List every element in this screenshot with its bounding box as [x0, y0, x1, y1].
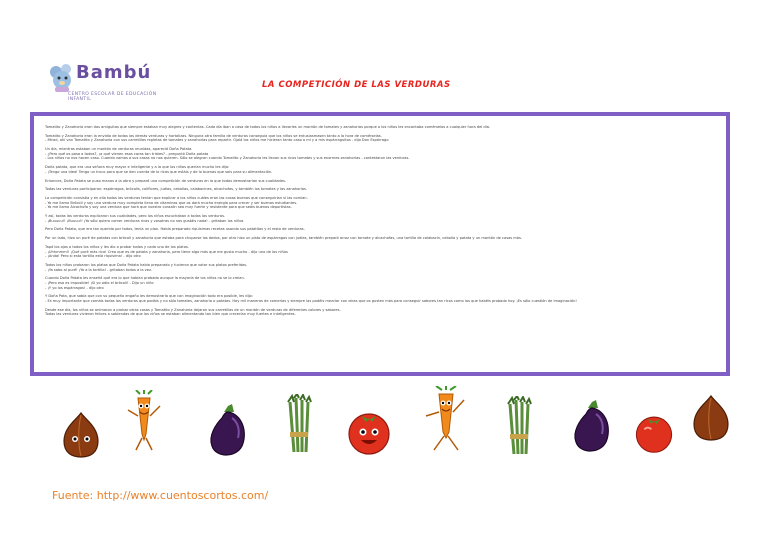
logo	[46, 60, 156, 104]
tomato-icon	[344, 406, 394, 456]
carrot-icon	[424, 386, 468, 452]
eggplant-icon	[202, 402, 252, 460]
logo-brand: Bambú	[76, 62, 152, 83]
vegetable-illustrations	[40, 384, 740, 464]
story-paragraph: Tomatito y Zanahoria eran dos amiguitas que siempre estaban muy alegres y contentas. Cada día iban a casa de todos los niños a llevarles un montón de tomates y zanahorias porque a los niños les encantaba comérselos a cualquier hora del día.	[45, 125, 491, 129]
logo-tagline: CENTRO ESCOLAR DE EDUCACIÓN INFANTIL	[68, 92, 157, 102]
story-paragraph: Y así, todas las verduras explicaron sus cualidades, pero los niños escuchaban a todas las verduras. - ¡Buuuuu!! ¡Buuuu!! ¡Yo sólo quiero comer verduras ricas y vosotras no nos gustáis nada! - gritaban los niños	[45, 214, 244, 223]
story-paragraph: Un día, mientras estaban un montón de verduras reunidas, apareció Doña Patata. - ¿Pero qué os pasa a todos?, ¡a qué vienen esas caras tan tristes? - preguntó Doña patata - Los niños no nos hacen caso. Cuando vamos a sus casas no nos quieren. Sólo se alegran cuando Tomatito y Zanahoria les llevan sus ricos tomates y sus enormes zanahorias - contestaron las verduras.	[45, 147, 410, 161]
story-paragraph: Cuando Doña Patata les enseñó qué era lo que habían probado aunque la mayoría de los niños no se lo creían. - ¡Pero eso es imposible! ¡Si yo odio el brócoli! - Dijo un niño - ¡Y yo los espárragos! - dijo otro	[45, 276, 245, 290]
story-paragraph: Desde ese día, los niños se animaron a probar otras cosas y Tomatito y Zanahoria dejaron sus carretillas de un montón de verduras de diferentes colores y sabores. Todas las verduras vivieron felices a sabiendas de que los niños se estaban alimentando tan bien que crecerían muy fuertes e inteligentes.	[45, 307, 341, 317]
asparagus-icon	[282, 394, 316, 456]
source-credit: Fuente: http://www.cuentoscortos.com/	[52, 489, 269, 502]
story-paragraph: La competición consistía y en ella todas las verduras tenían que explicar a los niños cuáles eran las cosas buenas que conseguirían si las comían. - Yo me llamo Brócoli y soy una verdura muy completa llena de vitaminas que os dará mucha energía para crecer y ser buenos estudiantes. - Yo me llamo Alcachofa y soy una verdura que hará que vuestro corazón sea muy fuerte y resistente para que seáis buenos deportistas.	[45, 196, 308, 210]
asparagus-icon	[502, 396, 536, 458]
onion-icon	[688, 392, 734, 442]
bear-icon	[46, 60, 80, 94]
story-paragraph: Entonces, Doña Patata se puso manos a la obra y preparó una competición de verduras en la que todas demostrarían sus cualidades.	[45, 178, 287, 183]
story-paragraph: Tomatito y Zanahoria eran la envidia de todas las demás verduras y hortalizas. Ninguna otra familia de verduras conseguía que los niños se entusiasmasen tanto a la hora de comérselas. - Mirad, ahí van Tomatito y Zanahoria con sus carretillas repletas de tomates y zanahorias para repartir. Ojalá los niños me hicieran tanto caso a mí y a mis espárraguitos - dijo Don Espárrago	[45, 133, 389, 143]
page-title: LA COMPETICIÓN DE LAS VERDURAS	[262, 80, 451, 90]
story-paragraph: Por un lado, hizo un puré de patatas con brócoli y zanahoria que estaba para chuparse los dedos, por otro hizo un pisto de espárragos con judías, también preparó arroz con tomate y alcachofas, una tortilla de calabacín, cebolla y patata y un montón de cosas más.	[45, 236, 523, 241]
tomato-icon	[632, 410, 676, 454]
story-paragraph: Pero Doña Patata, que era tan querida por todos, tenía un plan. Había preparado riquísimas recetas usando sus patatitas y el resto de verduras.	[45, 227, 305, 232]
story-paragraph: Tapó los ojos a todos los niños y les dio a probar todos y cada uno de los platos. - ¡Uhhmmm!! ¡Qué puré más rico! Creo que es de patata y zanahoria, pero tiene algo más que me gusta mucho - dijo uno de los niños - ¡Anda! Pero si esta tortilla está riquísima! - dijo otro	[45, 244, 288, 259]
story-paragraph: Y Doña Pata, que sabía que con su pequeño engaño les demostraría que con imaginación todo era posible, les dijo: - Es muy importante que comáis todas las verduras que podáis y no sólo tomates, zanahoria o patatas. Hay mil maneras de comerlas y siempre las podéis mezclar con otras que os gusten más para conseguir sabores tan ricos como los que habéis probado hoy. ¡Es sólo cuestión de imaginación!	[45, 294, 577, 303]
story-paragraph: Doña patata, que era una señora muy mayor e inteligente y a la que los niños querían mucho les dijo: - ¡Tengo una idea! Tengo un truco para que se den cuenta de lo ricas que estáis y de lo buenas que sois para su alimentación.	[45, 165, 273, 174]
story-paragraph: Todas las verduras participaron: espárragos, brócolis, coliflores, judías, cebollas, calabacines, alcachofas, y también los tomates y las zanahorias.	[45, 187, 308, 192]
carrot-icon	[124, 390, 164, 452]
onion-icon	[58, 409, 104, 459]
story-text	[45, 125, 717, 321]
eggplant-icon	[566, 398, 616, 456]
story-box	[30, 112, 730, 376]
story-paragraph: Todos los niños probaron los platos que Doña Patata había preparado y tuvieron que votar sus platos preferidos. - ¡Ya sabo al puré! ¡Yo a la tortilla! - gritaban todos a la vez.	[45, 262, 248, 272]
